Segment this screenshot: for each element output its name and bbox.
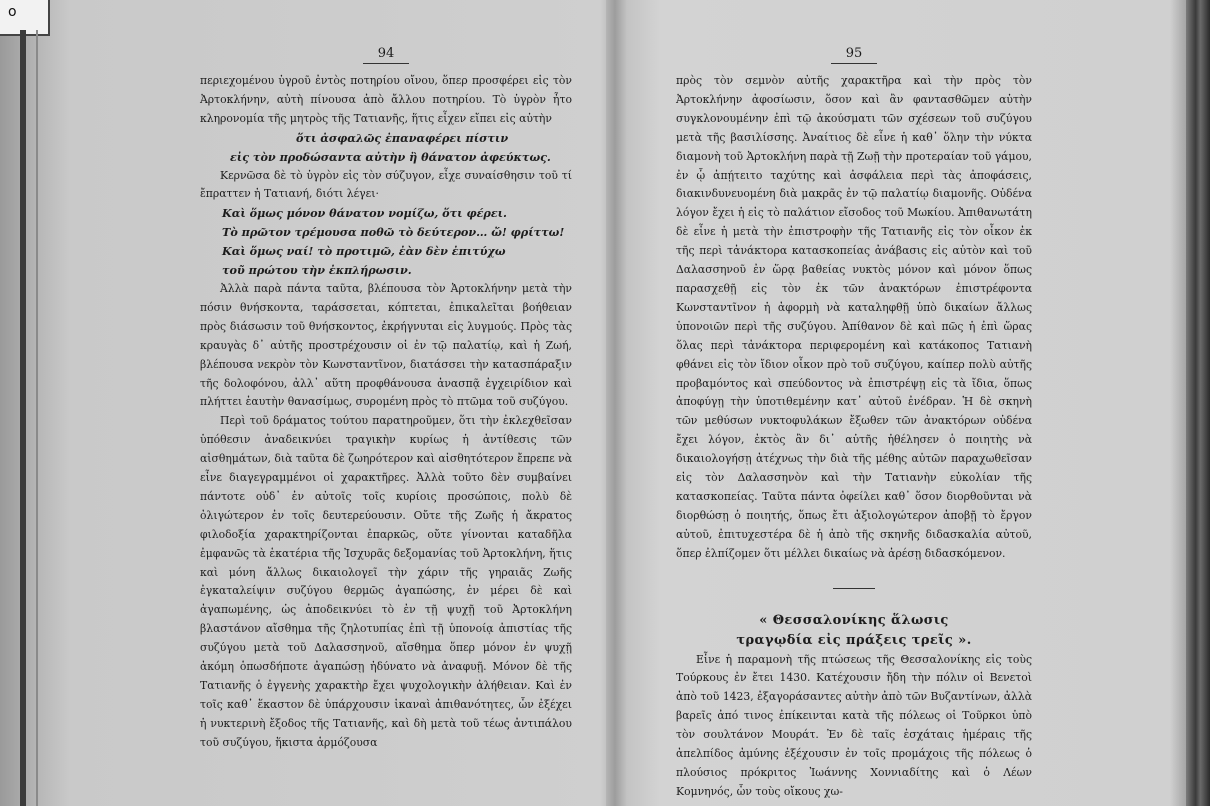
left-page	[200, 46, 572, 753]
page-number-rule	[831, 63, 877, 64]
paragraph: Εἶνε ἡ παραμονὴ τῆς πτώσεως τῆς Θεσσαλονίκης εἰς τοὺς Τούρκους ἐν ἔτει 1430. Κατέχουσιν ἤδη τὴν πόλιν οἱ Βενετοὶ ἀπὸ τοῦ 1423, ἐξαγοράσαντες αὐτὴν ἀπὸ τῶν Βυζαντίνων, ἀλλὰ βαρεῖς ἀπό τινος ἐπίκεινται κατὰ τῆς πόλεως οἱ Τοῦρκοι ὑπὸ τὸν σουλτάνον Μουράτ. Ἐν δὲ ταῖς ἐσχάταις ἡμέραις τῆς ἀπελπίδος ἀμύνης ἐξέχουσιν ἐν τοῖς πρoμάχοις τῆς πόλεως ὁ πλούσιος πρόκριτος Ἰωάννης Χοννιαδίτης καὶ ὁ Λέων Κομνηνός, ὧν τοὺς οἴκους χω-	[676, 652, 1032, 798]
left-page-body	[200, 72, 572, 753]
section-title: τραγῳδία εἰς πράξεις τρεῖς ».	[736, 632, 972, 648]
left-page-edge-line	[36, 30, 38, 806]
page-number-right: 95	[845, 46, 863, 61]
section-separator	[833, 588, 875, 589]
paragraph-opening: περιεχομένου ὑγροῦ ἐντὸς ποτηρίου οἴνου, ὅπερ προσφέρει εἰς τὸν Ἀρτοκλήνην, αὐτὴ πίνουσα ἀπὸ ἄλλου ποτηρίου. Τὸ ὑγρὸν ἦτο κληρονομία τῆς μητρὸς τῆς Τατιανῆς, ἥτις εἶχεν εἴπει εἰς αὐτὴν	[200, 74, 572, 125]
corner-tab-glyph: o	[8, 4, 17, 20]
verse-line: τοῦ πρώτου τὴν ἐκπλήρωσιν.	[222, 263, 412, 278]
verse-line: Καὶ ὅμως ναί! τὸ προτιμῶ, ἐὰν δὲν ἐπιτύχω	[222, 244, 506, 259]
page-number-left: 94	[377, 46, 395, 61]
paragraph: Κερνῶσα δὲ τὸ ὑγρὸν εἰς τὸν σύζυγον, εἶχε συναίσθησιν τοῦ τί ἔπραττεν ἡ Τατιανή, διότι λέγει·	[200, 168, 572, 201]
right-page	[676, 46, 1032, 802]
section-title: « Θεσσαλονίκης ἅλωσις	[759, 612, 949, 628]
paragraph: πρὸς τὸν σεμνὸν αὐτῆς χαρακτῆρα καὶ τὴν πρὸς τὸν Ἀρτοκλήνην ἀφοσίωσιν, ὅσον καὶ ἂν φαντασθῶμεν αὐτὴν συγκλονουμένην ἐπὶ τῷ ἀκούσματι τῶν σχέσεων τοῦ συζύγου μετὰ τῆς βασιλίσσης. Ἀναίτιος δὲ εἶνε ἡ καθ᾿ ὅλην τὴν νύκτα διαμονὴ τοῦ Ἀρτοκλήνη παρὰ τῇ Ζωῇ τὴν προτεραίαν τοῦ γάμου, ἐν ᾧ ἀπῄτειτο ταχύτης καὶ ἀσφάλεια περὶ τὰς ἀποφάσεις, διακινδυνευομένη διὰ μακρᾶς ἐν τῷ παλατίῳ διαμονῆς. Οὐδένα λόγον ἔχει ἡ εἰς τὸ παλάτιον εἴσοδος τοῦ Μωκίου. Ἀπιθανωτάτη δὲ εἶνε ἡ μετὰ τὴν ἐπιστροφὴν τῆς Τατιανῆς εἰς τὸν οἶκον ἐκ τῆς περὶ τἀνάκτορα κατασκοπείας ἀνάβασις εἰς αὐτὸν καὶ τοῦ Δαλασσηνοῦ ἐν ὥρᾳ βαθείας νυκτὸς μόνον καὶ μόνον ὅπως παρασχεθῇ εἰς τὸν ἐκ τῶν ἀνακτόρων ἐπιστρέφοντα Κωνσταντῖνον ἡ ἀφορμὴ νὰ καταληφθῇ ὑπὸ δικαίων ἄλλως ὑπονοιῶν περὶ τῆς συζύγου. Ἀπίθανον δὲ καὶ πῶς ἡ ἐπὶ ὥρας ὅλας περὶ τἀνάκτορα περιφερομένη καὶ κατάκοπος Τατιανὴ φθάνει εἰς τὸν ἴδιον οἶκον πρὸ τοῦ συζύγου, καίπερ πολὺ αὐτῆς προβαμόντος καὶ σπεύδοντος νὰ ἐπιστρέψῃ εἰς τὰ ἴδια, ὅπως ἀποφύγῃ τὴν ὑποτιθεμένην κατ᾿ αὐτοῦ ἐνέδραν. Ἡ δὲ σκηνὴ τῶν μεθύσων νυκτοφυλάκων ἔξωθεν τῶν ἀνακτόρων οὐδένα ἔχει λόγον, ἐκτὸς ἂν δι᾿ αὐτῆς ἠθέλησεν ὁ ποιητὴς νὰ δικαιολογήσῃ ἀτέχνως τὴν διὰ τῆς μέθης αὐτῶν παραχωθεῖσαν εἰς τὸν Δαλασσηνὸν καὶ τὴν Τατιανὴν εὐκολίαν τῆς κατασκοπείας. Ταῦτα πάντα ὀφείλει καθ᾿ ὅσον διορθοῦνται νὰ διορθώσῃ ὁ ποιητής, ὅπως ἔτι ἀξιολογώτερον ἀποβῇ τὸ ἔργον αὐτοῦ, ἐπιτυχεστέρα δὲ ἡ ἀπὸ τῆς σκηνῆς διδασκαλία αὐτοῦ, ὅπερ ἐλπίζομεν ὅτι μέλλει δικαίως νὰ ἀρέσῃ διδασκόμενον.	[676, 74, 1032, 560]
right-page-edge	[1186, 0, 1210, 806]
left-page-edge	[20, 30, 26, 806]
verse-line: Καὶ ὅμως μόνον θάνατον νομίζω, ὅτι φέρει.	[222, 206, 507, 221]
verse-line: Τὸ πρῶτον τρέμουσα ποθῶ τὸ δεύτερον… ὤ! φρίττω!	[222, 225, 565, 240]
quote-line: ὅτι ἀσφαλῶς ἐπαναφέρει πίστιν	[296, 130, 509, 145]
paragraph: Περὶ τοῦ δράματος τούτου παρατηροῦμεν, ὅτι τὴν ἐκλεχθεῖσαν ὑπόθεσιν ἀναδεικνύει τραγικὴν κυρίως ἡ ἀντίθεσις τῶν αἰσθημάτων, διὰ ταῦτα δὲ ζωηρότερον καὶ αἰσθητότερον ἔπρεπε νὰ εἶνε διαγεγραμμένοι οἱ χαρακτῆρες. Ἀλλὰ τοῦτο δὲν συμβαίνει πάντοτε οὐδ᾿ ἐν αὐτοῖς τοῖς κυρίοις προσώποις, πολὺ δὲ ὀλιγώτερον ἐν τοῖς δευτερεύουσιν. Οὔτε τῆς Ζωῆς ἡ ἄκρατος φιλοδοξία χαρακτηρίζονται ἐπαρκῶς, οὔτε γίνονται καταδῆλα ἐμφανῶς τὰ ἑκατέρια τῆς Ἰσχυρᾶς δεξομανίας τοῦ Ἀρτοκλήνη, ἥτις καὶ μόνη ἄλλως δικαιολογεῖ τὴν χάριν τῆς γηραιᾶς Ζωῆς ἐγκαταλείψιν συζύγου θερμῶς ἀγαπώσης, ἐν μέρει δὲ καὶ ἀγαπωμένης, ὡς ἀποδεικνύει τὸ ἐν τῇ ψυχῇ τοῦ Ἀρτοκλήνη βλαστάνον αἴσθημα τῆς ζηλοτυπίας ἐπὶ τῇ ὑπονοίᾳ ἀπιστίας τῆς συζύγου μετὰ τοῦ Δαλασσηνοῦ, αἴσθημα ὅπερ μόνον ἐν ψυχῇ ἀκόμη ὁπωσδήποτε ἀγαπώσῃ ἠδύνατο νὰ ἀναφυῇ. Μόνον δὲ τῆς Τατιανῆς ὁ ἐγγενὴς χαρακτὴρ ἔχει ψυχολογικὴν ἀλήθειαν. Καὶ ἐν τοῖς καθ᾿ ἕκαστον δὲ ὑπάρχουσιν ἱκαναὶ ἀπιθανότητες, ὧν ἐξέχει ἡ νυκτερινὴ ἔξοδος τῆς Τατιανῆς, καὶ δὴ μετὰ τοῦ τέως ἀντιπάλου τοῦ συζύγου, ἥκιστα ἁρμόζουσα	[200, 414, 572, 749]
page-number-rule	[363, 63, 409, 64]
quote-line: εἰς τὸν προδώσαντα αὐτὴν ἢ θάνατον ἀφεύκτως.	[230, 149, 551, 164]
paragraph: Ἀλλὰ παρὰ πάντα ταῦτα, βλέπουσα τὸν Ἀρτοκλήνην μετὰ τὴν πόσιν θνήσκοντα, ταράσσεται, κόπτεται, ἐπικαλεῖται βοήθειαν πρὸς διάσωσιν τοῦ θνήσκοντος, ἐκρήγνυται εἰς λυγμούς. Πρὸς τὰς κραυγὰς δ᾿ αὐτῆς προστρέχουσιν οἱ ἐν τῷ παλατίῳ, καὶ ἡ Ζωή, βλέπουσα νεκρὸν τὸν Κωνσταντῖνον, διατάσσει τὴν κατασπάραξιν τῆς δολοφόνου, ἀλλ᾿ αὕτη προφθάνουσα ἀνασπᾷ ἐγχειρίδιον καὶ πλήττει ἑαυτὴν θανασίμως, συρομένη πρὸς τὸ πτῶμα τοῦ συζύγου.	[200, 281, 572, 409]
book-gutter	[606, 0, 626, 806]
right-page-body	[676, 72, 1032, 802]
